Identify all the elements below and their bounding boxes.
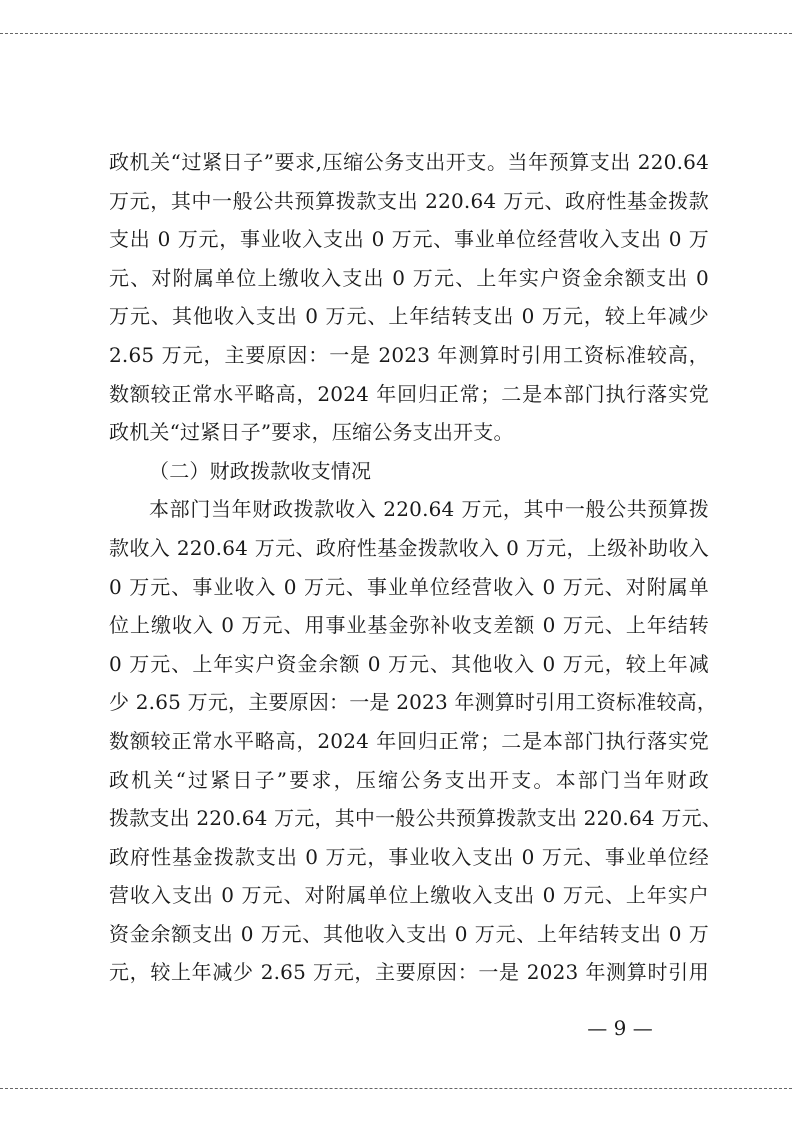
body-line-3: 支出 0 万元，事业收入支出 0 万元、事业单位经营收入支出 0 万: [109, 227, 709, 252]
section-heading-fiscal-appropriation: （二）财政拨款收支情况: [149, 458, 372, 483]
body-line-5: 万元、其他收入支出 0 万元、上年结转支出 0 万元，较上年减少: [109, 304, 709, 329]
body-line-8: 政机关“过紧日子”要求，压缩公务支出开支。: [109, 420, 514, 445]
body-line-12: 0 万元、事业收入 0 万元、事业单位经营收入 0 万元、对附属单: [109, 574, 709, 599]
body-line-7: 数额较正常水平略高，2024 年回归正常；二是本部门执行落实党: [109, 381, 709, 406]
body-line-15: 少 2.65 万元，主要原因：一是 2023 年测算时引用工资标准较高，: [109, 690, 718, 715]
body-line-6: 2.65 万元，主要原因：一是 2023 年测算时引用工资标准较高，: [109, 342, 709, 367]
body-line-2: 万元，其中一般公共预算拨款支出 220.64 万元、政府性基金拨款: [109, 188, 709, 213]
body-line-20: 营收入支出 0 万元、对附属单位上缴收入支出 0 万元、上年实户: [109, 883, 709, 908]
body-line-22: 元，较上年减少 2.65 万元，主要原因：一是 2023 年测算时引用: [109, 960, 709, 985]
document-body: [109, 143, 722, 992]
body-line-10: 本部门当年财政拨款收入 220.64 万元，其中一般公共预算拨: [149, 497, 709, 522]
body-line-18: 拨款支出 220.64 万元，其中一般公共预算拨款支出 220.64 万元、: [109, 806, 722, 831]
body-line-14: 0 万元、上年实户资金余额 0 万元、其他收入 0 万元，较上年减: [109, 651, 709, 676]
body-line-16: 数额较正常水平略高，2024 年回归正常；二是本部门执行落实党: [109, 728, 709, 753]
body-line-13: 位上缴收入 0 万元、用事业基金弥补收支差额 0 万元、上年结转: [109, 613, 709, 638]
body-line-4: 元、对附属单位上缴收入支出 0 万元、上年实户资金余额支出 0: [109, 265, 709, 290]
body-line-21: 资金余额支出 0 万元、其他收入支出 0 万元、上年结转支出 0 万: [109, 921, 709, 946]
body-line-19: 政府性基金拨款支出 0 万元，事业收入支出 0 万元、事业单位经: [109, 844, 709, 869]
page-number: — 9 —: [587, 1016, 653, 1040]
body-line-11: 款收入 220.64 万元、政府性基金拨款收入 0 万元，上级补助收入: [109, 535, 709, 560]
page-bottom-dashed-border: [0, 1088, 792, 1089]
body-line-17: 政机关“过紧日子”要求，压缩公务支出开支。本部门当年财政: [109, 767, 709, 792]
body-line-1: 政机关“过紧日子”要求,压缩公务支出开支。当年预算支出 220.64: [109, 150, 709, 174]
page-top-dashed-border: [0, 33, 792, 34]
